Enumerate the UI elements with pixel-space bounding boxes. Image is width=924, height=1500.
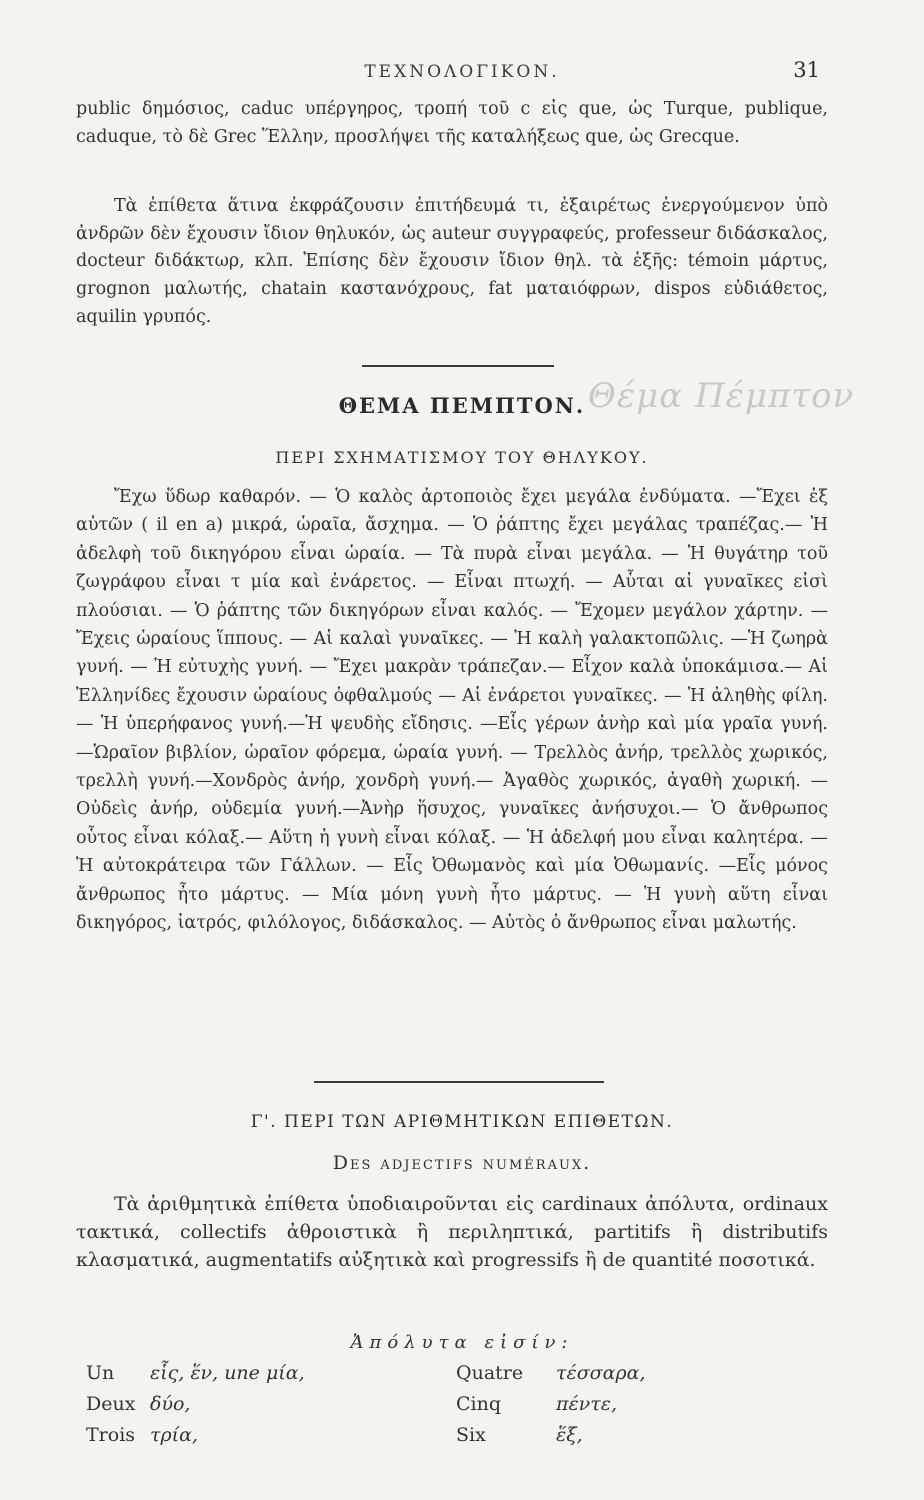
section-subtitle-french: Des adjectifs numéraux. (332, 1152, 592, 1174)
absolute-numbers-label: Ἀπόλυτα εἰσίν: (350, 1332, 574, 1353)
number-gr: τρία, (150, 1424, 199, 1446)
section-divider (362, 365, 554, 367)
handwritten-annotation: Θέμα Πέμπτον (588, 376, 855, 416)
number-gr: δύο, (150, 1393, 191, 1415)
running-title: ΤΕΧΝΟΛΟΓΙΚΟΝ. (364, 62, 560, 82)
number-gr: πέντε, (556, 1393, 617, 1415)
number-fr: Quatre (456, 1362, 524, 1384)
number-fr: Six (456, 1424, 486, 1446)
page-number: 31 (793, 58, 820, 82)
section-title-thema-pempton: ΘΕΜΑ ΠΕΜΠΤΟΝ. (338, 393, 586, 418)
number-gr: εἷς, ἕν, une μία, (150, 1362, 305, 1384)
number-fr: Trois (86, 1424, 136, 1446)
number-gr: ἕξ, (556, 1424, 583, 1446)
section-subtitle-feminine: ΠΕΡΙ ΣΧΗΜΑΤΙΣΜΟΥ ΤΟΥ ΘΗΛΥΚΟΥ. (275, 448, 649, 467)
section-title-numerals: Γ'. ΠΕΡΙ ΤΩΝ ΑΡΙΘΜΗΤΙΚΩΝ ΕΠΙΘΕΤΩΝ. (250, 1112, 674, 1132)
number-fr: Cinq (456, 1393, 502, 1415)
paragraph-epitheta-epitideuma: Τὰ ἐπίθετα ἅτινα ἐκφράζουσιν ἐπιτήδευμά τι, ἐξαιρέτως ἐνεργούμενον ὑπὸ ἀνδρῶν δὲν ἔχουσιν ἴδιον θηλυκόν, ὡς auteur συγγραφεύς, professeur διδάσκαλος, docteur διδάκτωρ, κλπ. Ἐπίσης δὲν ἔχουσιν ἴδιον θηλ. τὰ ἑξῆς: témoin μάρτυς, grognon μαλωτής, chatain καστανόχρους, fat ματαιόφρων, dispos εὐδιάθετος, aquilin γρυπός. (76, 196, 828, 327)
numbers-row (86, 1362, 706, 1393)
numbers-row (86, 1424, 706, 1455)
paragraph-numerals: Τὰ ἀριθμητικὰ ἐπίθετα ὑποδιαιροῦνται εἰς cardinaux ἀπόλυτα, ordinaux τακτικά, collectifs ἀθροιστικὰ ἢ περιληπτικά, partitifs ἢ distributifs κλασματικά, augmentatifs αὐξητικὰ καὶ progressifs ἢ de quantité ποσοτικά. (76, 1193, 828, 1271)
section-divider-2 (314, 1081, 604, 1083)
numbers-table (86, 1362, 706, 1455)
exercise-text: Ἔχω ὕδωρ καθαρόν. — Ὁ καλὸς ἀρτοποιὸς ἔχει μεγάλα ἐνδύματα. —Ἔχει ἐξ αὐτῶν ( il en a) μικρά, ὡραῖα, ἄσχημα. — Ὁ ῥάπτης ἔχει μεγάλας τραπέζας.— Ἡ ἀδελφὴ τοῦ δικηγόρου εἶναι ὡραία. — Τὰ πυρὰ εἶναι μεγάλα. — Ἡ θυγάτηρ τοῦ ζωγράφου εἶναι τ μία καὶ ἐνάρετος. — Εἶναι πτωχή. — Αὗται αἱ γυναῖκες εἰσὶ πλούσιαι. — Ὁ ῥάπτης τῶν δικηγόρων εἶναι καλός. — Ἔχομεν μεγάλον χάρτην. — Ἔχεις ὡραίους ἵππους. — Αἱ καλαὶ γυναῖκες. — Ἡ καλὴ γαλακτοπῶλις. —Ἡ ζωηρὰ γυνή. — Ἡ εὐτυχὴς γυνή. — Ἔχει μακρὰν τράπεζαν.— Εἶχον καλὰ ὑποκάμισα.— Αἱ Ἑλληνίδες ἔχουσιν ὡραίους ὀφθαλμούς — Αἱ ἐνάρετοι γυναῖκες. — Ἡ ἀληθὴς φίλη. — Ἡ ὑπερήφανος γυνή.—Ἡ ψευδὴς εἴδησις. —Εἷς γέρων ἀνὴρ καὶ μία γραῖα γυνή. —Ὡραῖον βιβλίον, ὡραῖον φόρεμα, ὡραία γυνή. — Τρελλὸς ἀνήρ, τρελλὸς χωρικός, τρελλὴ γυνή.—Χονδρὸς ἀνήρ, χονδρὴ γυνή.— Ἀγαθὸς χωρικός, ἀγαθὴ χωρική. —Οὐδεὶς ἀνήρ, οὐδεμία γυνή.—Ἀνὴρ ἥσυχος, γυναῖκες ἀνήσυχοι.— Ὁ ἄνθρωπος οὗτος εἶναι κόλαξ.— Αὕτη ἡ γυνὴ εἶναι κόλαξ. — Ἡ ἀδελφή μου εἶναι καλητέρα. — Ἡ αὐτοκράτειρα τῶν Γάλλων. — Εἷς Ὀθωμανὸς καὶ μία Ὀθωμανίς. —Εἷς μόνος ἄνθρωπος ἦτο μάρτυς. — Μία μόνη γυνὴ ἦτο μάρτυς. — Ἡ γυνὴ αὕτη εἶναι δικηγόρος, ἰατρός, φιλόλογος, διδάσκαλος. — Αὐτὸς ὁ ἄνθρωπος εἶναι μαλωτής. (76, 487, 828, 934)
paragraph-public-caduc: public δημόσιος, caduc υπέργηρος, τροπή τοῦ c εἰς que, ὡς Turque, publique, caduque, τὸ δὲ Grec Ἕλλην, προσλήψει τῆς καταλήξεως que, ὡς Grecque. (76, 99, 828, 147)
number-fr: Deux (86, 1393, 136, 1415)
number-fr: Un (86, 1362, 115, 1384)
numbers-row (86, 1393, 706, 1424)
running-head (0, 56, 924, 92)
number-gr: τέσσαρα, (556, 1362, 646, 1384)
